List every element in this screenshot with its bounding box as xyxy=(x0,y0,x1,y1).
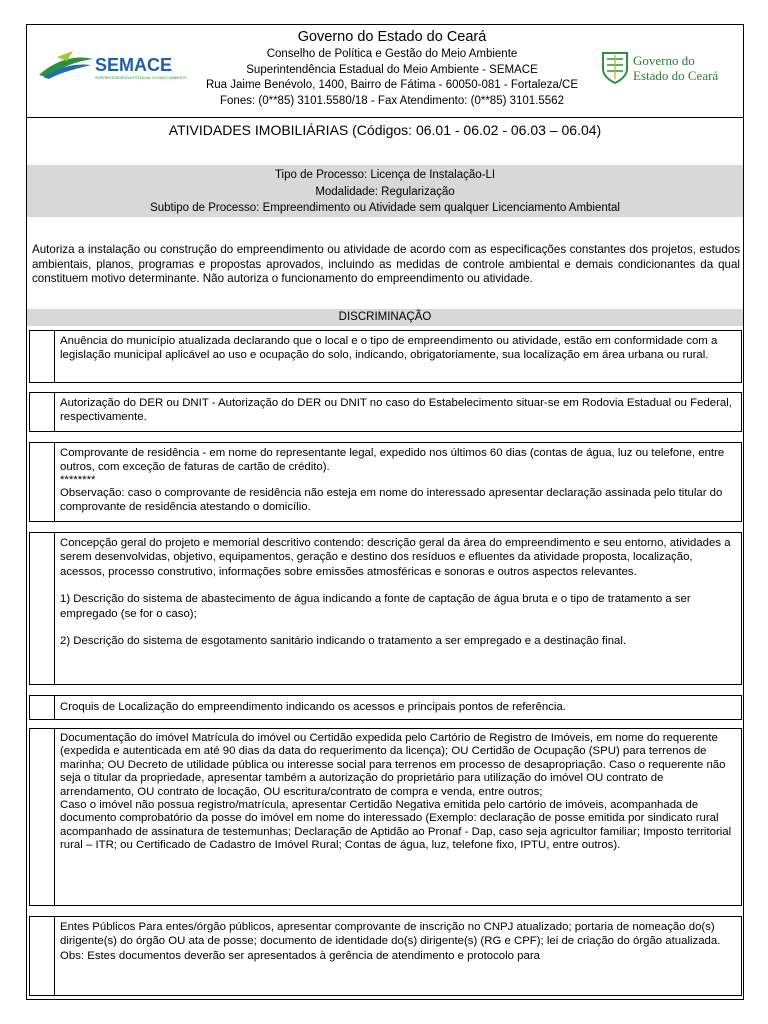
discriminacao-header: DISCRIMINAÇÃO xyxy=(27,309,743,326)
checkbox-cell[interactable] xyxy=(30,917,55,995)
process-info-band xyxy=(27,165,743,217)
requirement-paragraph: 1) Descrição do sistema de abastecimento de água indicando a fonte de captação de água bruta e o tipo de tratamento a ser empregado (se for o caso); xyxy=(60,593,691,620)
checkbox-cell[interactable] xyxy=(30,393,55,431)
svg-text:Estado do Ceará: Estado do Ceará xyxy=(633,68,719,83)
requirement-text xyxy=(60,700,738,714)
process-modality: Modalidade: Regularização xyxy=(315,185,455,198)
requirement-paragraph: Entes Públicos Para entes/órgão públicos, apresentar comprovante de inscrição no CNPJ atualizado; portaria de nomeação do(s) dirigente(s) do órgão OU ata de posse; documento de identidade do(s) dirigente(s) (RG e CPF); lei de criação do órgão atualizada. xyxy=(60,921,721,948)
checkbox-cell[interactable] xyxy=(30,533,55,684)
intro-paragraph: Autoriza a instalação ou construção do empreendimento ou atividade de acordo com as especificações constantes dos projetos, estudos ambientais, planos, programas e propostas aprovados, incluindo as medidas de controle ambiental e demais condicionantes da qual constituem motivo determinante. Não autoriza o funcionamento do empreendimento ou atividade. xyxy=(32,243,740,286)
requirement-text xyxy=(60,920,738,963)
requirement-item xyxy=(29,728,742,906)
requirement-item xyxy=(29,442,742,522)
header-text-block xyxy=(167,28,617,109)
svg-text:SEMACE: SEMACE xyxy=(95,55,173,75)
requirement-text xyxy=(60,396,738,425)
requirement-item xyxy=(29,695,742,720)
governo-ceara-logo xyxy=(597,47,737,87)
requirement-paragraph: Documentação do imóvel Matrícula do imóvel ou Certidão expedida pelo Cartório de Registro de Imóveis, em nome do requerente (expedida e autenticada em até 90 dias da data do requerimento da licença); OU Certidão de Ocupação (SPU) para terrenos de marinha; OU Decreto de utilidade pública ou interesse social para terrenos em processo de desapropriação. Caso o requerente não seja o titular da propriedade, apresentar também a autorização do proprietário para utilização do imóvel OU contrato de arrendamento, OU contrato de locação, OU escritura/contrato de compra e venda, entre outros; xyxy=(60,732,726,798)
requirement-text xyxy=(60,536,738,648)
checkbox-cell[interactable] xyxy=(30,729,55,905)
requirement-paragraph: ******** xyxy=(60,473,96,486)
svg-text:Governo do: Governo do xyxy=(633,53,695,68)
requirement-paragraph: Concepção geral do projeto e memorial descritivo contendo: descrição geral da área do empreendimento e seu entorno, atividades a serem desenvolvidas, objetivo, equipamentos, geração e destino dos resíduos e efluentes da atividade proposta, localização, acessos, processo construtivo, informações sobre emissões atmosféricas e sonoras e outros aspectos relevantes. xyxy=(60,537,731,578)
phone-line: Fones: (0**85) 3101.5580/18 - Fax Atendimento: (0**85) 3101.5562 xyxy=(220,94,564,107)
requirement-text xyxy=(60,732,738,853)
process-type: Tipo de Processo: Licença de Instalação-LI xyxy=(274,169,496,181)
requirement-item xyxy=(29,916,742,996)
government-title: Governo do Estado do Ceará xyxy=(297,29,487,45)
requirement-item xyxy=(29,392,742,432)
document-header xyxy=(27,25,743,118)
agency-line: Superintendência Estadual do Meio Ambiente - SEMACE xyxy=(246,63,538,76)
requirement-paragraph: Autorização do DER ou DNIT - Autorização do DER ou DNIT no caso do Estabelecimento situar-se em Rodovia Estadual ou Federal, respectivamente. xyxy=(60,397,732,424)
requirement-paragraph: Comprovante de residência - em nome do representante legal, expedido nos últimos 60 dias (contas de água, luz ou telefone, entre outros, com exceção de faturas de cartão de crédito). xyxy=(60,447,725,474)
requirement-paragraph: Anuência do município atualizada declarando que o local e o tipo de empreendimento ou atividade, estão em conformidade com a legislação municipal aplicável ao uso e ocupação do solo, indicando, obrigatoriamente, sua localização em área urbana ou rural. xyxy=(60,335,718,362)
requirement-paragraph: Obs: Estes documentos deverão ser apresentados à gerência de atendimento e protocolo para xyxy=(60,949,540,962)
requirement-paragraph: Observação: caso o comprovante de residência não esteja em nome do interessado apresentar declaração assinada pelo titular do comprovante de residência atestando o domicílio. xyxy=(60,486,723,514)
requirement-text xyxy=(60,446,738,515)
requirement-item xyxy=(29,532,742,685)
process-subtype: Subtipo de Processo: Empreendimento ou Atividade sem qualquer Licenciamento Ambiental xyxy=(150,202,620,214)
requirement-paragraph: Caso o imóvel não possua registro/matrícula, apresentar Certidão Negativa emitida pelo cartório de imóveis, acompanhada de documento comprobatório da posse do imóvel em nome do interessado (Exemplo: declaração de posse emitida por sindicato rural acompanhado de assinatura de testemunhas; Declaração de Aptidão ao Pronaf - Dap, caso seja agricultor familiar; Imposto territorial rural – ITR; ou Certificado de Cadastro de Imóvel Rural; Contas de água, luz, telefone fixo, IPTU, entre outros). xyxy=(60,799,732,852)
document-title: ATIVIDADES IMOBILIÁRIAS (Códigos: 06.01 - 06.02 - 06.03 – 06.04) xyxy=(168,122,602,138)
council-line: Conselho de Política e Gestão do Meio Ambiente xyxy=(266,48,518,60)
document-page xyxy=(26,24,744,1000)
checkbox-cell[interactable] xyxy=(30,443,55,521)
checkbox-cell[interactable] xyxy=(30,331,55,382)
requirement-paragraph: 2) Descrição do sistema de esgotamento sanitário indicando o tratamento a ser empregado e a destinação final. xyxy=(60,635,627,648)
address-line: Rua Jaime Benévolo, 1400, Bairro de Fátima - 60050-081 - Fortaleza/CE xyxy=(205,79,579,91)
requirement-paragraph: Croquis de Localização do empreendimento indicando os acessos e principais pontos de referência. xyxy=(60,701,566,713)
requirement-text xyxy=(60,334,738,363)
svg-text:SUPERINTENDÊNCIA ESTADUAL DO M: SUPERINTENDÊNCIA ESTADUAL DO MEIO AMBIENTE xyxy=(95,76,187,80)
requirement-item xyxy=(29,330,742,383)
checkbox-cell[interactable] xyxy=(30,696,55,719)
